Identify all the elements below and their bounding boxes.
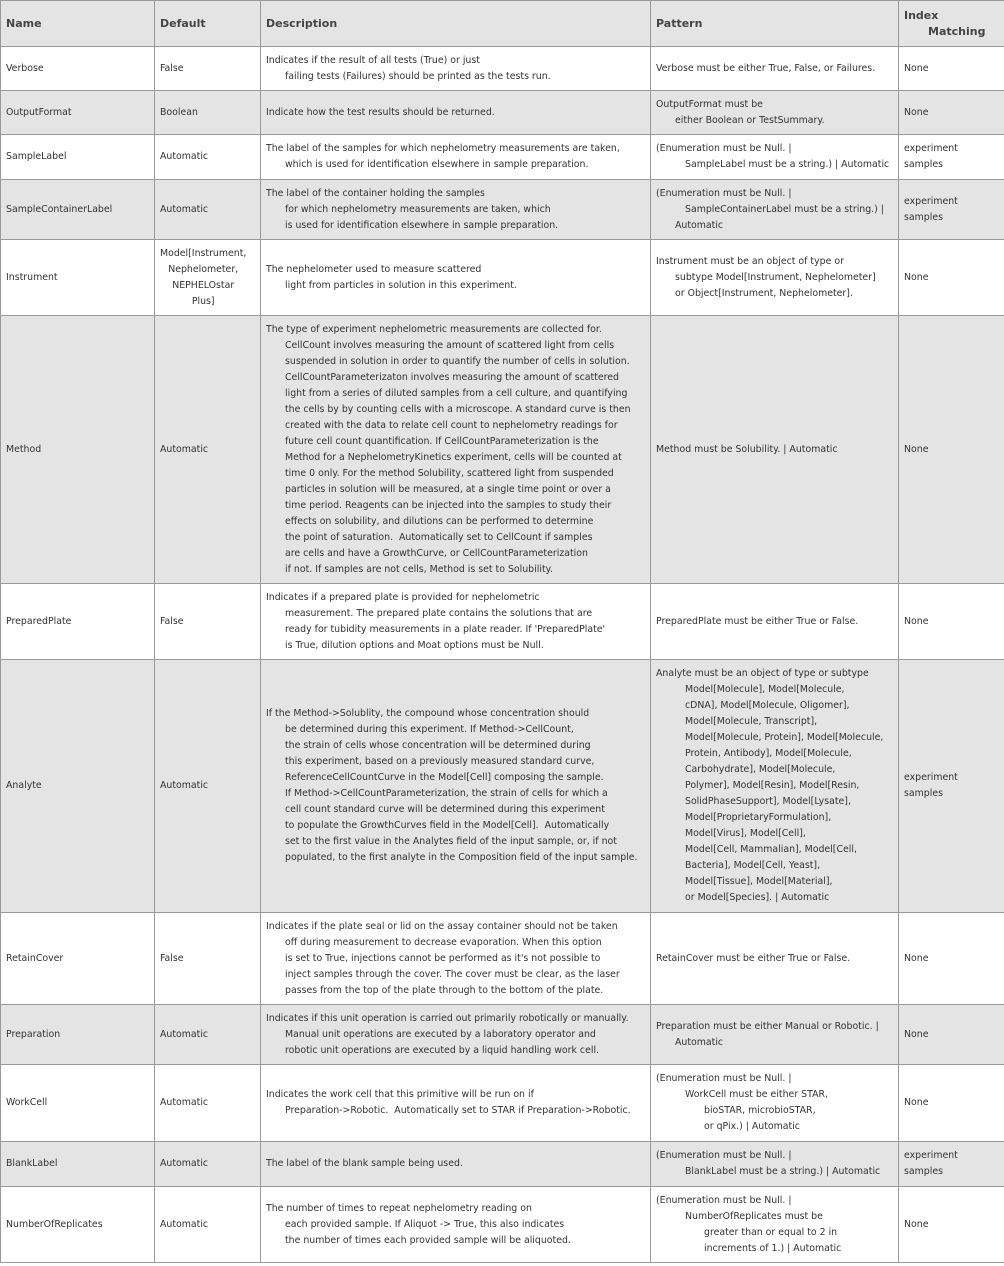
header-name: Name xyxy=(1,1,155,47)
cell-index-matching xyxy=(899,1142,1004,1187)
pattern-line: Model[Cell, Mammalian], Model[Cell, xyxy=(685,844,857,855)
pattern-line: or Object[Instrument, Nephelometer]. xyxy=(675,287,853,299)
index-matching-value: None xyxy=(904,1028,929,1040)
cell-pattern xyxy=(651,913,899,1005)
cell-index-matching xyxy=(899,1065,1004,1142)
cell-pattern xyxy=(651,1005,899,1065)
description-line: Indicate how the test results should be returned. xyxy=(266,106,495,118)
cell-pattern xyxy=(651,316,899,584)
description-line: passes from the top of the plate through to the bottom of the plate. xyxy=(285,984,604,996)
cell-name xyxy=(1,1065,155,1142)
description-text xyxy=(266,262,517,294)
description-line: future cell count quantification. If CellCountParameterization is the xyxy=(285,435,599,447)
cell-index-matching xyxy=(899,584,1004,660)
pattern-text xyxy=(656,61,875,77)
cell-description xyxy=(261,1005,651,1065)
description-line: If Method->CellCountParameterization, the strain of cells for which a xyxy=(285,788,608,799)
pattern-line: Automatic xyxy=(675,219,724,231)
cell-description xyxy=(261,1187,651,1263)
pattern-line: BlankLabel must be a string.) | Automatic xyxy=(685,1166,881,1177)
cell-description xyxy=(261,316,651,584)
description-line: time period. Reagents can be injected into the samples to study their xyxy=(285,499,612,511)
cell-description xyxy=(261,91,651,135)
pattern-text xyxy=(656,1148,880,1180)
cell-index-matching xyxy=(899,180,1004,240)
pattern-text xyxy=(656,254,876,302)
pattern-line: Instrument must be an object of type or xyxy=(656,255,844,267)
description-line: The label of the samples for which nephelometry measurements are taken, xyxy=(266,143,620,154)
pattern-line: (Enumeration must be Null. | xyxy=(656,1194,792,1206)
description-text xyxy=(266,1011,628,1059)
index-matching-value: None xyxy=(904,952,929,964)
pattern-line: Protein, Antibody], Model[Molecule, xyxy=(685,748,852,759)
header-index-matching xyxy=(899,1,1004,47)
description-text xyxy=(266,53,551,85)
cell-pattern xyxy=(651,135,899,180)
description-line: ready for tubidity measurements in a plate reader. If 'PreparedPlate' xyxy=(285,623,606,635)
cell-default xyxy=(155,1187,261,1263)
cell-description xyxy=(261,1142,651,1187)
description-line: robotic unit operations are executed by a liquid handling work cell. xyxy=(285,1044,600,1056)
pattern-line: Model[ProprietaryFormulation], xyxy=(685,812,832,823)
description-line: the number of times each provided sample will be aliquoted. xyxy=(285,1234,571,1246)
option-name: Method xyxy=(6,443,42,455)
default-value: Automatic xyxy=(160,443,209,455)
description-line: set to the first value in the Analytes field of the input sample, or, if not xyxy=(285,836,617,847)
pattern-line: either Boolean or TestSummary. xyxy=(675,114,825,126)
description-line: CellCount involves measuring the amount of scattered light from cells xyxy=(285,339,615,351)
index-matching-value: None xyxy=(904,615,929,627)
cell-name xyxy=(1,180,155,240)
cell-name xyxy=(1,135,155,180)
description-line: If the Method->Solublity, the compound whose concentration should xyxy=(266,708,590,719)
description-line: CellCountParameterizaton involves measuring the amount of scattered xyxy=(285,371,619,383)
cell-name xyxy=(1,1187,155,1263)
pattern-line: Analyte must be an object of type or subtype xyxy=(656,668,869,679)
pattern-line: Model[Virus], Model[Cell], xyxy=(685,828,806,839)
cell-pattern xyxy=(651,1142,899,1187)
description-line: each provided sample. If Aliquot -> True, this also indicates xyxy=(285,1218,565,1230)
cell-default xyxy=(155,316,261,584)
index-matching-value: None xyxy=(904,106,929,118)
cell-pattern xyxy=(651,240,899,316)
pattern-line: greater than or equal to 2 in xyxy=(704,1226,838,1238)
cell-name xyxy=(1,584,155,660)
default-value: Automatic xyxy=(160,780,209,791)
description-line: particles in solution will be measured, at a single time point or over a xyxy=(285,483,611,495)
description-line: ReferenceCellCountCurve in the Model[Cell] composing the sample. xyxy=(285,772,604,783)
default-value: Automatic xyxy=(160,1028,209,1040)
cell-default xyxy=(155,1065,261,1142)
index-matching-value: experiment samples xyxy=(904,195,958,223)
index-matching-value: None xyxy=(904,1097,929,1108)
cell-default xyxy=(155,1005,261,1065)
cell-default xyxy=(155,1142,261,1187)
option-name: NumberOfReplicates xyxy=(6,1218,103,1230)
cell-default xyxy=(155,47,261,91)
description-text xyxy=(266,141,620,173)
pattern-line: Method must be Solubility. | Automatic xyxy=(656,443,838,455)
description-line: The label of the container holding the samples xyxy=(266,187,485,199)
description-line: Manual unit operations are executed by a laboratory operator and xyxy=(285,1028,596,1040)
index-matching-value: None xyxy=(904,443,929,455)
pattern-text xyxy=(656,97,825,129)
cell-index-matching xyxy=(899,660,1004,913)
default-value: Automatic xyxy=(160,1218,209,1230)
pattern-line: subtype Model[Instrument, Nephelometer] xyxy=(675,271,876,283)
default-value: Boolean xyxy=(160,106,198,118)
cell-default xyxy=(155,660,261,913)
description-line: are cells and have a GrowthCurve, or CellCountParameterization xyxy=(285,547,588,559)
description-line: created with the data to relate cell count to nephelometry readings for xyxy=(285,419,618,431)
default-line: NEPHELOstar xyxy=(172,279,235,291)
cell-pattern xyxy=(651,660,899,913)
description-text xyxy=(266,322,631,578)
option-name: SampleContainerLabel xyxy=(6,203,113,215)
cell-name xyxy=(1,47,155,91)
cell-default xyxy=(155,240,261,316)
description-line: cell count standard curve will be determined during this experiment xyxy=(285,804,605,815)
description-line: is used for identification elsewhere in sample preparation. xyxy=(285,219,559,231)
cell-index-matching xyxy=(899,913,1004,1005)
cell-pattern xyxy=(651,584,899,660)
header-description: Description xyxy=(261,1,651,47)
cell-name xyxy=(1,240,155,316)
index-matching-value: None xyxy=(904,62,929,74)
pattern-text xyxy=(656,1019,879,1051)
default-value: False xyxy=(160,615,184,627)
description-line: to populate the GrowthCurves field in the Model[Cell]. Automatically xyxy=(285,820,610,831)
pattern-text xyxy=(656,614,858,630)
default-value: False xyxy=(160,62,184,74)
description-line: measurement. The prepared plate contains the solutions that are xyxy=(285,607,593,619)
cell-index-matching xyxy=(899,135,1004,180)
pattern-line: (Enumeration must be Null. | xyxy=(656,187,792,199)
description-line: time 0 only. For the method Solubility, scattered light from suspended xyxy=(285,467,614,479)
cell-description xyxy=(261,240,651,316)
option-name: Preparation xyxy=(6,1028,61,1040)
default-value: Automatic xyxy=(160,203,209,215)
pattern-line: increments of 1.) | Automatic xyxy=(704,1242,842,1254)
option-name: WorkCell xyxy=(6,1097,48,1108)
cell-name xyxy=(1,660,155,913)
cell-description xyxy=(261,584,651,660)
cell-description xyxy=(261,47,651,91)
index-matching-value: experiment samples xyxy=(904,143,958,170)
description-line: Method for a NephelometryKinetics experiment, cells will be counted at xyxy=(285,451,622,463)
description-line: for which nephelometry measurements are taken, which xyxy=(285,203,551,215)
option-name: Analyte xyxy=(6,780,42,791)
pattern-line: (Enumeration must be Null. | xyxy=(656,1150,792,1161)
pattern-line: cDNA], Model[Molecule, Oligomer], xyxy=(685,700,850,711)
default-value: Automatic xyxy=(160,151,209,162)
description-line: populated, to the first analyte in the Composition field of the input sample. xyxy=(285,852,638,863)
option-name: Verbose xyxy=(6,62,44,74)
header-index-matching-line2: Matching xyxy=(928,24,986,38)
option-name: PreparedPlate xyxy=(6,615,72,627)
cell-name xyxy=(1,1142,155,1187)
description-text xyxy=(266,186,558,234)
cell-index-matching xyxy=(899,1005,1004,1065)
default-value: False xyxy=(160,952,184,964)
description-line: the strain of cells whose concentration will be determined during xyxy=(285,740,591,751)
description-text xyxy=(266,105,495,121)
description-line: is True, dilution options and Moat options must be Null. xyxy=(285,639,544,651)
description-line: off during measurement to decrease evaporation. When this option xyxy=(285,936,602,948)
pattern-line: Model[Tissue], Model[Material], xyxy=(685,876,833,887)
index-matching-value: None xyxy=(904,1218,929,1230)
pattern-line: SolidPhaseSupport], Model[Lysate], xyxy=(685,796,851,807)
pattern-line: (Enumeration must be Null. | xyxy=(656,143,792,154)
description-line: Indicates if this unit operation is carried out primarily robotically or manually. xyxy=(266,1012,629,1024)
description-line: this experiment, based on a previously measured standard curve, xyxy=(285,756,595,767)
pattern-line: Verbose must be either True, False, or Failures. xyxy=(656,62,876,74)
pattern-text xyxy=(656,141,889,173)
description-line: which is used for identification elsewhere in sample preparation. xyxy=(285,159,589,170)
pattern-line: (Enumeration must be Null. | xyxy=(656,1073,792,1084)
description-line: the point of saturation. Automatically set to CellCount if samples xyxy=(285,531,593,543)
cell-description xyxy=(261,180,651,240)
description-line: Indicates if a prepared plate is provided for nephelometric xyxy=(266,591,540,603)
pattern-text xyxy=(656,666,883,906)
default-text xyxy=(160,246,246,310)
description-line: the cells by by counting cells with a microscope. A standard curve is then xyxy=(285,403,631,415)
pattern-line: Model[Molecule], Model[Molecule, xyxy=(685,684,845,695)
option-name: OutputFormat xyxy=(6,106,72,118)
index-matching-value: None xyxy=(904,271,929,283)
cell-default xyxy=(155,135,261,180)
pattern-line: Preparation must be either Manual or Robotic. | xyxy=(656,1020,879,1032)
pattern-line: Polymer], Model[Resin], Model[Resin, xyxy=(685,780,860,791)
description-line: Preparation->Robotic. Automatically set to STAR if Preparation->Robotic. xyxy=(285,1105,631,1116)
pattern-line: or qPix.) | Automatic xyxy=(704,1121,800,1132)
pattern-line: SampleLabel must be a string.) | Automatic xyxy=(685,159,890,170)
description-line: effects on solubility, and dilutions can be performed to determine xyxy=(285,515,594,527)
cell-name xyxy=(1,1005,155,1065)
pattern-line: Carbohydrate], Model[Molecule, xyxy=(685,764,836,775)
pattern-line: Automatic xyxy=(675,1036,724,1048)
description-line: Indicates if the plate seal or lid on the assay container should not be taken xyxy=(266,920,618,932)
description-line: failing tests (Failures) should be printed as the tests run. xyxy=(285,70,551,82)
header-default: Default xyxy=(155,1,261,47)
cell-pattern xyxy=(651,91,899,135)
pattern-line: Bacteria], Model[Cell, Yeast], xyxy=(685,860,821,871)
description-line: if not. If samples are not cells, Method is set to Solubility. xyxy=(285,563,553,575)
pattern-line: Model[Molecule, Transcript], xyxy=(685,716,818,727)
description-text xyxy=(266,590,605,654)
cell-name xyxy=(1,316,155,584)
pattern-line: WorkCell must be either STAR, xyxy=(685,1089,829,1100)
option-name: BlankLabel xyxy=(6,1158,58,1169)
pattern-text xyxy=(656,951,850,967)
pattern-line: Model[Molecule, Protein], Model[Molecule, xyxy=(685,732,884,743)
header-pattern: Pattern xyxy=(651,1,899,47)
pattern-line: PreparedPlate must be either True or False. xyxy=(656,615,859,627)
description-line: inject samples through the cover. The cover must be clear, as the laser xyxy=(285,968,620,980)
option-name: SampleLabel xyxy=(6,151,67,162)
cell-description xyxy=(261,660,651,913)
description-line: be determined during this experiment. If Method->CellCount, xyxy=(285,724,574,735)
cell-pattern xyxy=(651,1187,899,1263)
description-line: The type of experiment nephelometric measurements are collected for. xyxy=(266,323,602,335)
description-text xyxy=(266,706,638,866)
description-text xyxy=(266,1201,571,1249)
description-line: The number of times to repeat nephelometry reading on xyxy=(266,1202,532,1214)
option-name: Instrument xyxy=(6,271,58,283)
cell-index-matching xyxy=(899,91,1004,135)
description-line: is set to True, injections cannot be performed as it's not possible to xyxy=(285,952,601,964)
index-matching-value: experiment samples xyxy=(904,772,958,799)
cell-pattern xyxy=(651,180,899,240)
description-line: Indicates the work cell that this primitive will be run on if xyxy=(266,1089,534,1100)
cell-index-matching xyxy=(899,240,1004,316)
cell-index-matching xyxy=(899,47,1004,91)
description-text xyxy=(266,1156,463,1172)
pattern-text xyxy=(656,1071,828,1135)
cell-pattern xyxy=(651,1065,899,1142)
cell-default xyxy=(155,91,261,135)
default-line: Plus] xyxy=(191,295,215,307)
pattern-text xyxy=(656,1193,841,1257)
description-text xyxy=(266,919,620,999)
pattern-line: or Model[Species]. | Automatic xyxy=(685,892,830,903)
description-line: Indicates if the result of all tests (True) or just xyxy=(266,54,480,66)
cell-pattern xyxy=(651,47,899,91)
cell-name xyxy=(1,913,155,1005)
cell-index-matching xyxy=(899,316,1004,584)
index-matching-value: experiment samples xyxy=(904,1150,958,1177)
default-line: Nephelometer, xyxy=(168,263,239,275)
description-text xyxy=(266,1087,631,1119)
cell-default xyxy=(155,913,261,1005)
option-name: RetainCover xyxy=(6,952,64,964)
cell-description xyxy=(261,135,651,180)
default-value: Automatic xyxy=(160,1097,209,1108)
description-line: The nephelometer used to measure scattered xyxy=(266,263,482,275)
cell-default xyxy=(155,180,261,240)
pattern-text xyxy=(656,186,884,234)
cell-index-matching xyxy=(899,1187,1004,1263)
description-line: suspended in solution in order to quantify the number of cells in solution. xyxy=(285,355,630,367)
cell-description xyxy=(261,1065,651,1142)
pattern-text xyxy=(656,442,838,458)
description-line: light from a series of diluted samples from a cell culture, and quantifying xyxy=(285,387,628,399)
header-index-matching-line1: Index xyxy=(904,8,939,22)
pattern-line: NumberOfReplicates must be xyxy=(685,1210,823,1222)
description-line: light from particles in solution in this experiment. xyxy=(285,279,517,291)
cell-default xyxy=(155,584,261,660)
default-value: Automatic xyxy=(160,1158,209,1169)
pattern-line: RetainCover must be either True or False. xyxy=(656,952,851,964)
description-line: The label of the blank sample being used. xyxy=(266,1158,463,1169)
pattern-line: bioSTAR, microbioSTAR, xyxy=(704,1105,816,1116)
cell-description xyxy=(261,913,651,1005)
cell-name xyxy=(1,91,155,135)
pattern-line: OutputFormat must be xyxy=(656,98,763,110)
pattern-line: SampleContainerLabel must be a string.) | xyxy=(685,203,884,215)
default-line: Model[Instrument, xyxy=(160,247,247,259)
